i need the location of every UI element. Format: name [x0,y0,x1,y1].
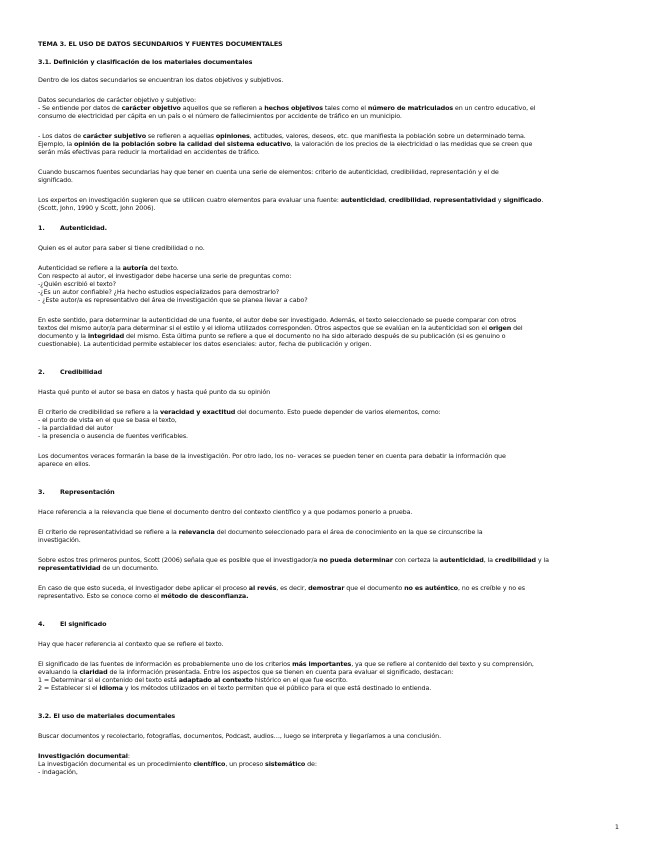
text-line [38,332,616,340]
bold-text: número de matriculados [367,104,454,112]
text-line [38,132,616,140]
text: Dentro de los datos secundarios se encuentran los datos objetivos y subjetivos. [38,76,284,84]
text-line [38,316,616,324]
bold-text: Investigación documental [38,752,128,760]
bold-text: relevancia [178,528,215,536]
text-line [38,196,616,204]
text: , no es creíble y no es [457,584,525,592]
text-line [38,508,616,516]
text-line [38,528,616,536]
text-line [38,340,616,348]
text: . [541,196,544,204]
text: El significado de las fuentes de información es probablemente uno de los criterios [38,660,293,668]
text: El criterio de representatividad se refiere a la [38,528,179,536]
text-line [38,272,616,280]
heading-number: 4. [38,620,45,628]
text: aparece en ellos. [38,460,91,468]
text: Hay que hacer referencia al contexto que se refiere el texto. [38,640,224,648]
text-line [38,408,616,416]
text: tales como el [322,104,368,112]
text-line [38,388,616,396]
bold-text: origen [488,324,512,332]
text: - la parcialidad del autor [38,424,113,432]
text-line [38,204,616,212]
text-line [38,452,616,460]
section-heading [38,40,616,48]
text-line [38,288,616,296]
heading-number: 1. [38,224,45,232]
text-line [38,296,616,304]
text: , actitudes, valores, deseos, etc. que manifiesta la población sobre un determinado tema. [249,132,526,140]
bold-text: no es auténtico [404,584,458,592]
text: La investigación documental es un procedimiento [38,760,194,768]
text-line [38,536,616,544]
text: evaluando la [38,668,80,676]
text-line [38,76,616,84]
text: con certeza la [392,556,440,564]
bold-text: Representación [60,488,115,496]
bold-text: autenticidad [439,556,484,564]
text-line [38,668,616,676]
text: Hasta qué punto el autor se basa en datos y hasta qué punto da su opinión [38,388,271,396]
text: del texto. [147,264,179,272]
text: representativo. Esto se conoce como el [38,592,161,600]
bold-text: método de desconfianza. [160,592,249,600]
text: Los expertos en investigación sugieren que se utilicen cuatro elementos para evaluar una fuente: [38,196,341,204]
text: que el documento [344,584,405,592]
text: - ¿Este autor/a es representativo del área de investigación que se planea llevar a cabo? [38,296,308,304]
text: en un centro educativo, el [453,104,536,112]
section-heading [38,58,616,66]
text: Quien es el autor para saber si tiene credibilidad o no. [38,244,205,252]
bold-text: Credibilidad [60,368,103,376]
bold-text: científico [193,760,226,768]
text-line [38,244,616,252]
text: -¿Es un autor confiable? ¿Ha hecho estudios especializados para demostrarlo? [38,288,280,296]
text: del documento seleccionado para el área de conocimiento en la que se circunscribe la [214,528,483,536]
text: Ejemplo, la [38,140,74,148]
heading-number: 3. [38,488,45,496]
text: consumo de electricidad per cápita en un país o el número de fallecimientos por accidente de tráfico en un municipio. [38,112,402,120]
text: Hace referencia a la relevancia que tiene el documento dentro del contexto científico y a que podamos ponerlo a prueba. [38,508,413,516]
text: En este sentido, para determinar la autenticidad de una fuente, el autor debe ser investigado. Además, el texto seleccionado se puede comparar con otros [38,316,517,324]
text: serán más efectivas para reducir la mortalidad en accidentes de tráfico. [38,148,260,156]
bold-text: idioma [99,684,123,692]
text-line [38,112,616,120]
text: , [384,196,389,204]
bold-text: 3.1. Definición y clasificación de los materiales documentales [38,58,253,66]
text: Sobre estos tres primeros puntos, Scott (2006) señala que es posible que el investigador/a [38,556,320,564]
text: , ya que se refiere al contenido del texto y su comprensión, [351,660,534,668]
text: , [429,196,434,204]
text-line [38,104,616,112]
text: , la valoración de los precios de la electricidad o las medidas que se creen que [290,140,533,148]
text: y [495,196,504,204]
text: de un documento. [100,564,159,572]
text-line [38,416,616,424]
text-line [38,280,616,288]
text: -¿Quién escribió el texto? [38,280,116,288]
text-line [38,564,616,572]
text: documento y la [38,332,88,340]
text: y los métodos utilizados en el texto permiten que el público para el que está destinado lo entienda. [122,684,432,692]
section-heading [38,224,616,232]
text-line [38,768,616,776]
text: 2 = Establecer si el [38,684,100,692]
bold-text: carácter objetivo [121,104,181,112]
text: - Los datos de [38,132,83,140]
text-line [38,660,616,668]
text-line [38,432,616,440]
text: - la presencia o ausencia de fuentes verificables. [38,432,188,440]
bold-text: opinión de la población sobre la calidad del sistema educativo [73,140,291,148]
text: de: [305,760,317,768]
bold-text: TEMA 3. EL USO DE DATOS SECUNDARIOS Y FUENTES DOCUMENTALES [38,40,283,48]
bold-text: claridad [79,668,108,676]
text: aquellos que se refieren a [180,104,265,112]
text: del documento. Esto puede depender de varios elementos, como: [235,408,441,416]
text-line [38,148,616,156]
text: , la [483,556,495,564]
bold-text: no pueda determinar [319,556,393,564]
text-line [38,168,616,176]
text-line [38,732,616,740]
bold-text: integridad [87,332,125,340]
bold-text: al revés [248,584,277,592]
text: , es decir, [276,584,309,592]
bold-text: Autenticidad. [60,224,107,232]
text: investigación. [38,536,81,544]
bold-text: adaptado al contexto [178,676,253,684]
page-number: 1 [614,823,619,831]
bold-text: demostrar [308,584,345,592]
text-line [38,264,616,272]
bold-text: autenticidad [340,196,385,204]
text: Buscar documentos y recolectarlo, fotografías, documentos, Podcast, audios…, luego se interpreta y llegaríamos a una conclusión. [38,732,441,740]
bold-text: credibilidad [494,556,536,564]
text-line [38,684,616,692]
bold-text: opiniones [215,132,250,140]
bold-text: autoría [122,264,148,272]
text-line [38,584,616,592]
text: : [127,752,130,760]
text-line [38,752,616,760]
bold-text: sistemático [265,760,306,768]
text-line [38,460,616,468]
bold-text: hechos objetivos [264,104,323,112]
text-line [38,640,616,648]
text-line [38,96,616,104]
text: textos del mismo autor/a para determinar si el estilo y el idioma utilizados corresponden. Otros aspectos que se evalúan en la autenticidad son el [38,324,489,332]
text-line [38,760,616,768]
text-line [38,424,616,432]
heading-number: 2. [38,368,45,376]
bold-text: 3.2. El uso de materiales documentales [38,712,176,720]
text: - el punto de vista en el que se basa el texto, [38,416,177,424]
text-line [38,676,616,684]
section-heading [38,712,616,720]
text-line [38,592,616,600]
text: significado. [38,176,73,184]
text: 1 = Determinar si el contenido del texto está [38,676,179,684]
text: de la información presentada. Entre los aspectos que se tienen en cuenta para evaluar el significado, destacan: [107,668,454,676]
bold-text: carácter subjetivo [82,132,146,140]
text: del mismo. Esta última punto se refiere a que el documento no ha sido alterado después de su publicación (si es genuino o [124,332,506,340]
text: Cuando buscamos fuentes secundarias hay que tener en cuenta una serie de elementos: criterio de autenticidad, credibilidad, representación y el de [38,168,499,176]
bold-text: más importantes [292,660,352,668]
text-line [38,324,616,332]
text: Con respecto al autor, el investigador debe hacerse una serie de preguntas como: [38,272,292,280]
bold-text: significado [503,196,542,204]
text: (Scott, John, 1990 y Scott, John 2006). [38,204,156,212]
text: Los documentos veraces formarán la base de la investigación. Por otro lado, los no- veraces se pueden tener en cuenta para debatir la información que [38,452,506,460]
text-line [38,176,616,184]
text: Autenticidad se refiere a la [38,264,123,272]
text: - Se entiende por datos de [38,104,122,112]
bold-text: representatividad [38,564,101,572]
bold-text: representatividad [433,196,496,204]
text-line [38,140,616,148]
text: cuestionable). La autenticidad permite establecer los datos esenciales: autor, fecha de publicación y origen. [38,340,372,348]
text: se refieren a aquellas [145,132,216,140]
text: y la [536,556,549,564]
bold-text: veracidad y exactitud [159,408,236,416]
text: Datos secundarios de carácter objetivo y subjetivo: [38,96,196,104]
bold-text: El significado [60,620,107,628]
text: El criterio de credibilidad se refiere a la [38,408,160,416]
section-heading [38,488,616,496]
text: histórico en el que fue escrito. [252,676,348,684]
section-heading [38,620,616,628]
section-heading [38,368,616,376]
bold-text: credibilidad [388,196,430,204]
text: del [511,324,523,332]
text-line [38,556,616,564]
text: - indagación, [38,768,78,776]
text: , un proceso [225,760,266,768]
text: En caso de que esto suceda, el investigador debe aplicar el proceso [38,584,249,592]
